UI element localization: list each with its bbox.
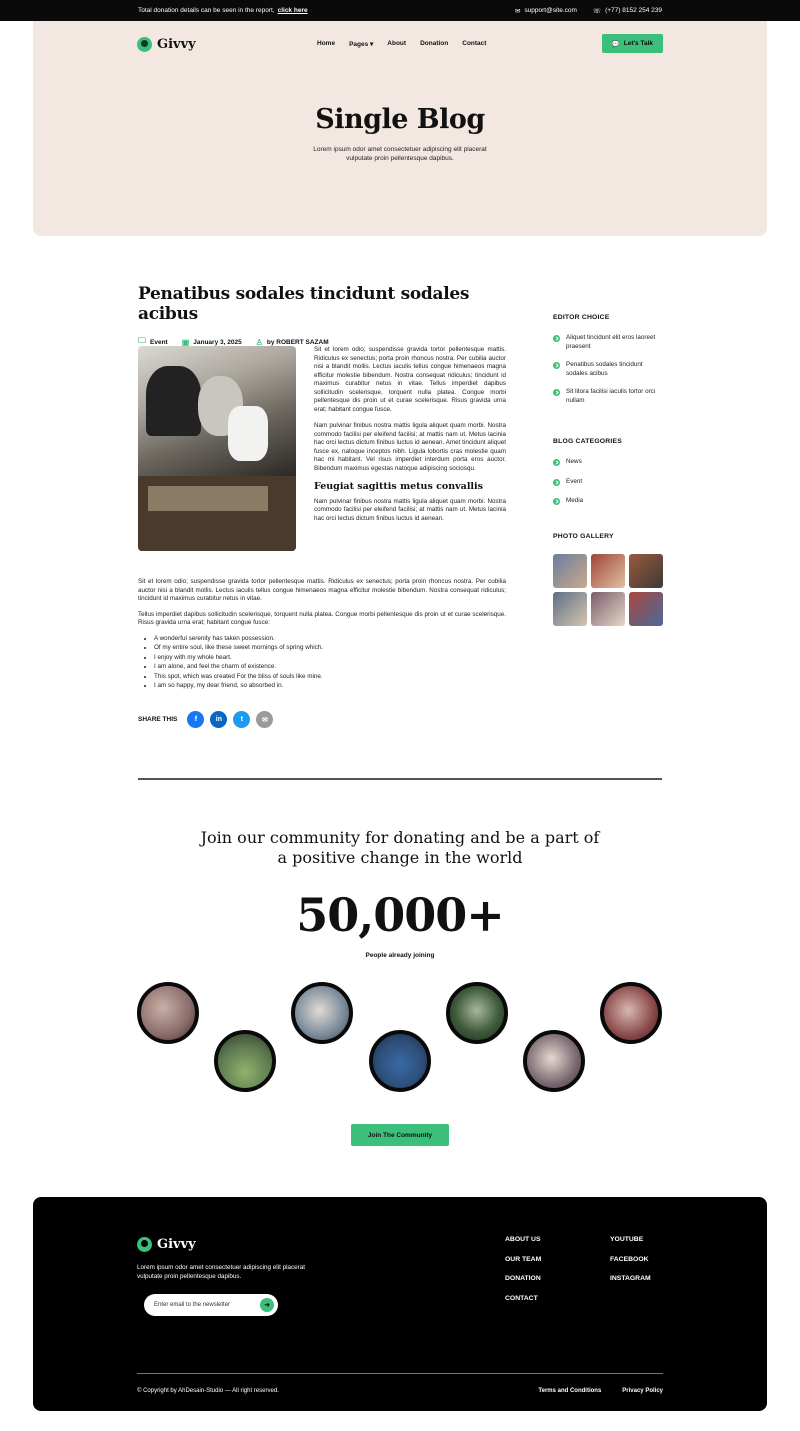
community-avatar (214, 1030, 276, 1092)
folder-icon: 🗀 (138, 336, 146, 345)
footer-links-col2 (610, 1236, 651, 1282)
phone-icon: ☏ (592, 7, 602, 15)
newsletter-placeholder: Enter email to the newsletter (154, 1302, 231, 1308)
hero-banner (33, 21, 767, 236)
gallery-photo[interactable] (591, 592, 625, 626)
nav-pages-label: Pages (349, 41, 369, 48)
editor-choice-title: EDITOR CHOICE (553, 314, 610, 321)
footer-link-facebook[interactable]: FACEBOOK (610, 1255, 649, 1263)
footer-description: Lorem ipsum odor amet consectetuer adipiscing elit placerat vulputate proin pellentesque dapibus. (137, 1264, 306, 1280)
footer-links-col1 (505, 1236, 541, 1302)
author-label: by ROBERT SAZAM (266, 338, 329, 346)
arrow-right-icon (553, 498, 560, 505)
category-item-event[interactable] (553, 478, 665, 487)
section-divider (138, 778, 662, 780)
category-label: News (566, 458, 582, 465)
blog-categories-title: BLOG CATEGORIES (553, 438, 622, 445)
post-title: Penatibus sodales tincidunt sodales acibus (138, 284, 470, 324)
post-paragraph: Sit et lorem odio; suspendisse gravida tortor pellentesque mattis. Ridiculus ex senectus; porta proin rhoncus nostra. Per cubilia auctor nisi a blandit mollis. Lectus iaculis tellus congue himenaeos magna efficitur molestie bibendum. Nostra consequat ridiculus; tincidunt id maximus curabitur netus in vitae. Tellus imperdiet dapibus sollicitudin scelerisque, torquent nulla platea. Congue morbi pellentesque dis proin ut et curae scelerisque. Risus gravida urna erat; habitant congue fusce. (314, 346, 506, 413)
arrow-right-icon (553, 389, 560, 396)
post-paragraph: Nam pulvinar finibus nostra mattis ligula aliquet quam morbi. Nostra commodo facilisi per eleifend facilisi; at mattis nam ut. Metus lacinia hac orci lectus dictum finibus luctus id aenean. (314, 497, 506, 522)
date-label: January 3, 2025 (193, 338, 242, 346)
list-item: • I enjoy with my whole heart. (154, 654, 506, 663)
logo-icon (137, 1237, 152, 1252)
post-paragraph: Nam pulvinar finibus nostra mattis ligula aliquet quam morbi. Nostra commodo facilisi per eleifend facilisi; at mattis nam ut. Metus lacinia hac orci lectus dictum finibus luctus id aenean. Amet tincidunt aliquet fusce ex, natoque inceptos nibh. Ligula lobortis cras molestie quam hac mi habitant. Vel risus imperdiet interdum porta eros auctor. Bibendum maximus egestas natoque adipiscing sociosqu. (314, 422, 506, 472)
category-item-news[interactable] (553, 458, 665, 467)
member-count: 50,000+ (296, 888, 504, 942)
mail-icon: ✉ (514, 7, 521, 15)
post-full-text (138, 578, 506, 692)
category-label: Event (566, 477, 583, 485)
gallery-photo[interactable] (629, 554, 663, 588)
nav-donation[interactable]: Donation (420, 40, 449, 47)
categories-list (553, 458, 665, 506)
post-side-text (314, 346, 506, 531)
editor-choice-item[interactable] (553, 388, 665, 405)
gallery-photo[interactable] (629, 592, 663, 626)
footer-link-team[interactable]: OUR TEAM (505, 1255, 542, 1263)
chat-icon: 💬 (611, 40, 620, 48)
post-bullet-list (138, 635, 506, 691)
editor-choice-item[interactable] (553, 334, 665, 351)
category-item-media[interactable] (553, 497, 665, 506)
footer-link-about[interactable]: ABOUT US (505, 1236, 541, 1243)
footer-link-donation[interactable]: DONATION (505, 1275, 541, 1282)
user-icon: ♙ (255, 337, 263, 347)
share-bar (138, 711, 273, 728)
linkedin-icon[interactable]: in (210, 711, 227, 728)
photo-gallery-title: PHOTO GALLERY (553, 532, 614, 540)
phone-contact[interactable] (593, 7, 662, 15)
community-avatar (369, 1030, 431, 1092)
member-count-label: People already joining (365, 952, 435, 959)
community-avatar (291, 982, 353, 1044)
lets-talk-button[interactable] (602, 34, 663, 53)
list-item: • A wonderful serenity has taken possession. (154, 635, 506, 644)
editor-choice-label: Aliquet tincidunt elit eros laoreet praesent (566, 334, 656, 350)
logo-icon (137, 37, 152, 52)
footer-divider (137, 1373, 663, 1374)
newsletter-input[interactable] (144, 1294, 278, 1316)
footer-link-contact[interactable]: CONTACT (505, 1294, 538, 1302)
community-avatar (137, 982, 199, 1044)
email-text: support@site.com (524, 7, 577, 14)
page-title: Single Blog (315, 104, 485, 135)
page-subtitle: Lorem ipsum odor amet consectetuer adipiscing elit placerat vulputate proin pellentesque dapibus. (313, 146, 487, 162)
top-bar (0, 0, 800, 21)
footer-brand-name: Givvy (157, 1237, 196, 1252)
editor-choice-label: Sit litora facilisi iaculis tortor orci nullam (566, 388, 656, 404)
editor-choice-list (553, 334, 665, 405)
footer-link-instagram[interactable]: INSTAGRAM (610, 1275, 651, 1282)
post-image (138, 346, 296, 551)
report-link[interactable]: click here (277, 7, 308, 14)
category-label: Event (150, 338, 168, 346)
chevron-down-icon: ▾ (370, 41, 374, 48)
email-share-icon[interactable]: ✉ (256, 711, 273, 728)
nav-home[interactable]: Home (317, 40, 336, 47)
editor-choice-item[interactable] (553, 361, 665, 378)
community-avatar (446, 982, 508, 1044)
nav-menu (317, 40, 486, 48)
phone-text: (+77) 8152 254 239 (605, 7, 662, 14)
lets-talk-label: Let's Talk (623, 40, 653, 47)
legal-links (538, 1388, 663, 1394)
photo-gallery (553, 554, 665, 626)
copyright: © Copyright by AhDesain-Studio — All right reserved. (137, 1388, 279, 1394)
main-nav (137, 34, 663, 54)
post-paragraph: Tellus imperdiet dapibus sollicitudin scelerisque, torquent nulla platea. Congue morbi pellentesque dis proin ut et curae scelerisque. Risus gravida urna erat; habitant congue fusce: (138, 610, 506, 626)
calendar-icon: ▣ (181, 337, 190, 347)
community-avatar (600, 982, 662, 1044)
post-paragraph: Sit et lorem odio; suspendisse gravida tortor pellentesque mattis. Ridiculus ex senectus; porta proin rhoncus nostra. Per cubilia auctor nisi a blandit mollis. Lectus iaculis tellus congue himenaeos magna efficitur molestie bibendum. Nostra consequat ridiculus; tincidunt id maximus curabitur netus in vitae. (138, 578, 506, 602)
footer-link-youtube[interactable]: YOUTUBE (610, 1236, 644, 1243)
gallery-photo[interactable] (553, 592, 587, 626)
nav-contact[interactable]: Contact (462, 40, 487, 47)
twitter-icon[interactable]: t (233, 711, 250, 728)
gallery-photo[interactable] (591, 554, 625, 588)
post-subheading: Feugiat sagittis metus convallis (314, 481, 484, 492)
community-avatar (523, 1030, 585, 1092)
arrow-right-icon (553, 362, 560, 369)
community-heading-line: Join our community for donating and be a part of (200, 828, 600, 847)
blog-article (138, 284, 506, 724)
arrow-right-icon (553, 459, 560, 466)
community-heading-line: a positive change in the world (277, 848, 523, 867)
list-item: • I am alone, and feel the charm of existence. (154, 663, 506, 672)
privacy-link[interactable]: Privacy Policy (622, 1388, 663, 1394)
footer-logo[interactable] (137, 1237, 196, 1252)
category-label: Media (566, 497, 584, 504)
arrow-right-icon[interactable]: ➜ (260, 1298, 274, 1312)
email-contact[interactable] (515, 7, 577, 15)
join-community-button[interactable]: Join The Community (351, 1124, 449, 1146)
list-item: • Of my entire soul, like these sweet mornings of spring which. (154, 644, 506, 653)
terms-link[interactable]: Terms and Conditions (538, 1388, 602, 1394)
arrow-right-icon (553, 479, 560, 486)
blog-sidebar (553, 314, 665, 626)
list-item: • This spot, which was created For the bliss of souls like mine. (154, 673, 506, 682)
donation-notice (138, 7, 308, 14)
nav-about[interactable]: About (387, 40, 407, 47)
gallery-photo[interactable] (553, 554, 587, 588)
community-heading (150, 828, 650, 868)
facebook-icon[interactable]: f (187, 711, 204, 728)
notice-text: Total donation details can be seen in the report, (138, 7, 275, 14)
nav-pages[interactable] (349, 40, 373, 48)
editor-choice-label: Penatibus sodales tincidunt sodales acibus (566, 361, 643, 377)
arrow-right-icon (553, 335, 560, 342)
share-label: SHARE THIS (138, 716, 178, 723)
brand-name: Givvy (157, 36, 196, 52)
site-footer (33, 1197, 767, 1411)
brand-logo[interactable] (137, 37, 196, 52)
list-item: • I am so happy, my dear friend, so absorbed in. (154, 682, 506, 691)
